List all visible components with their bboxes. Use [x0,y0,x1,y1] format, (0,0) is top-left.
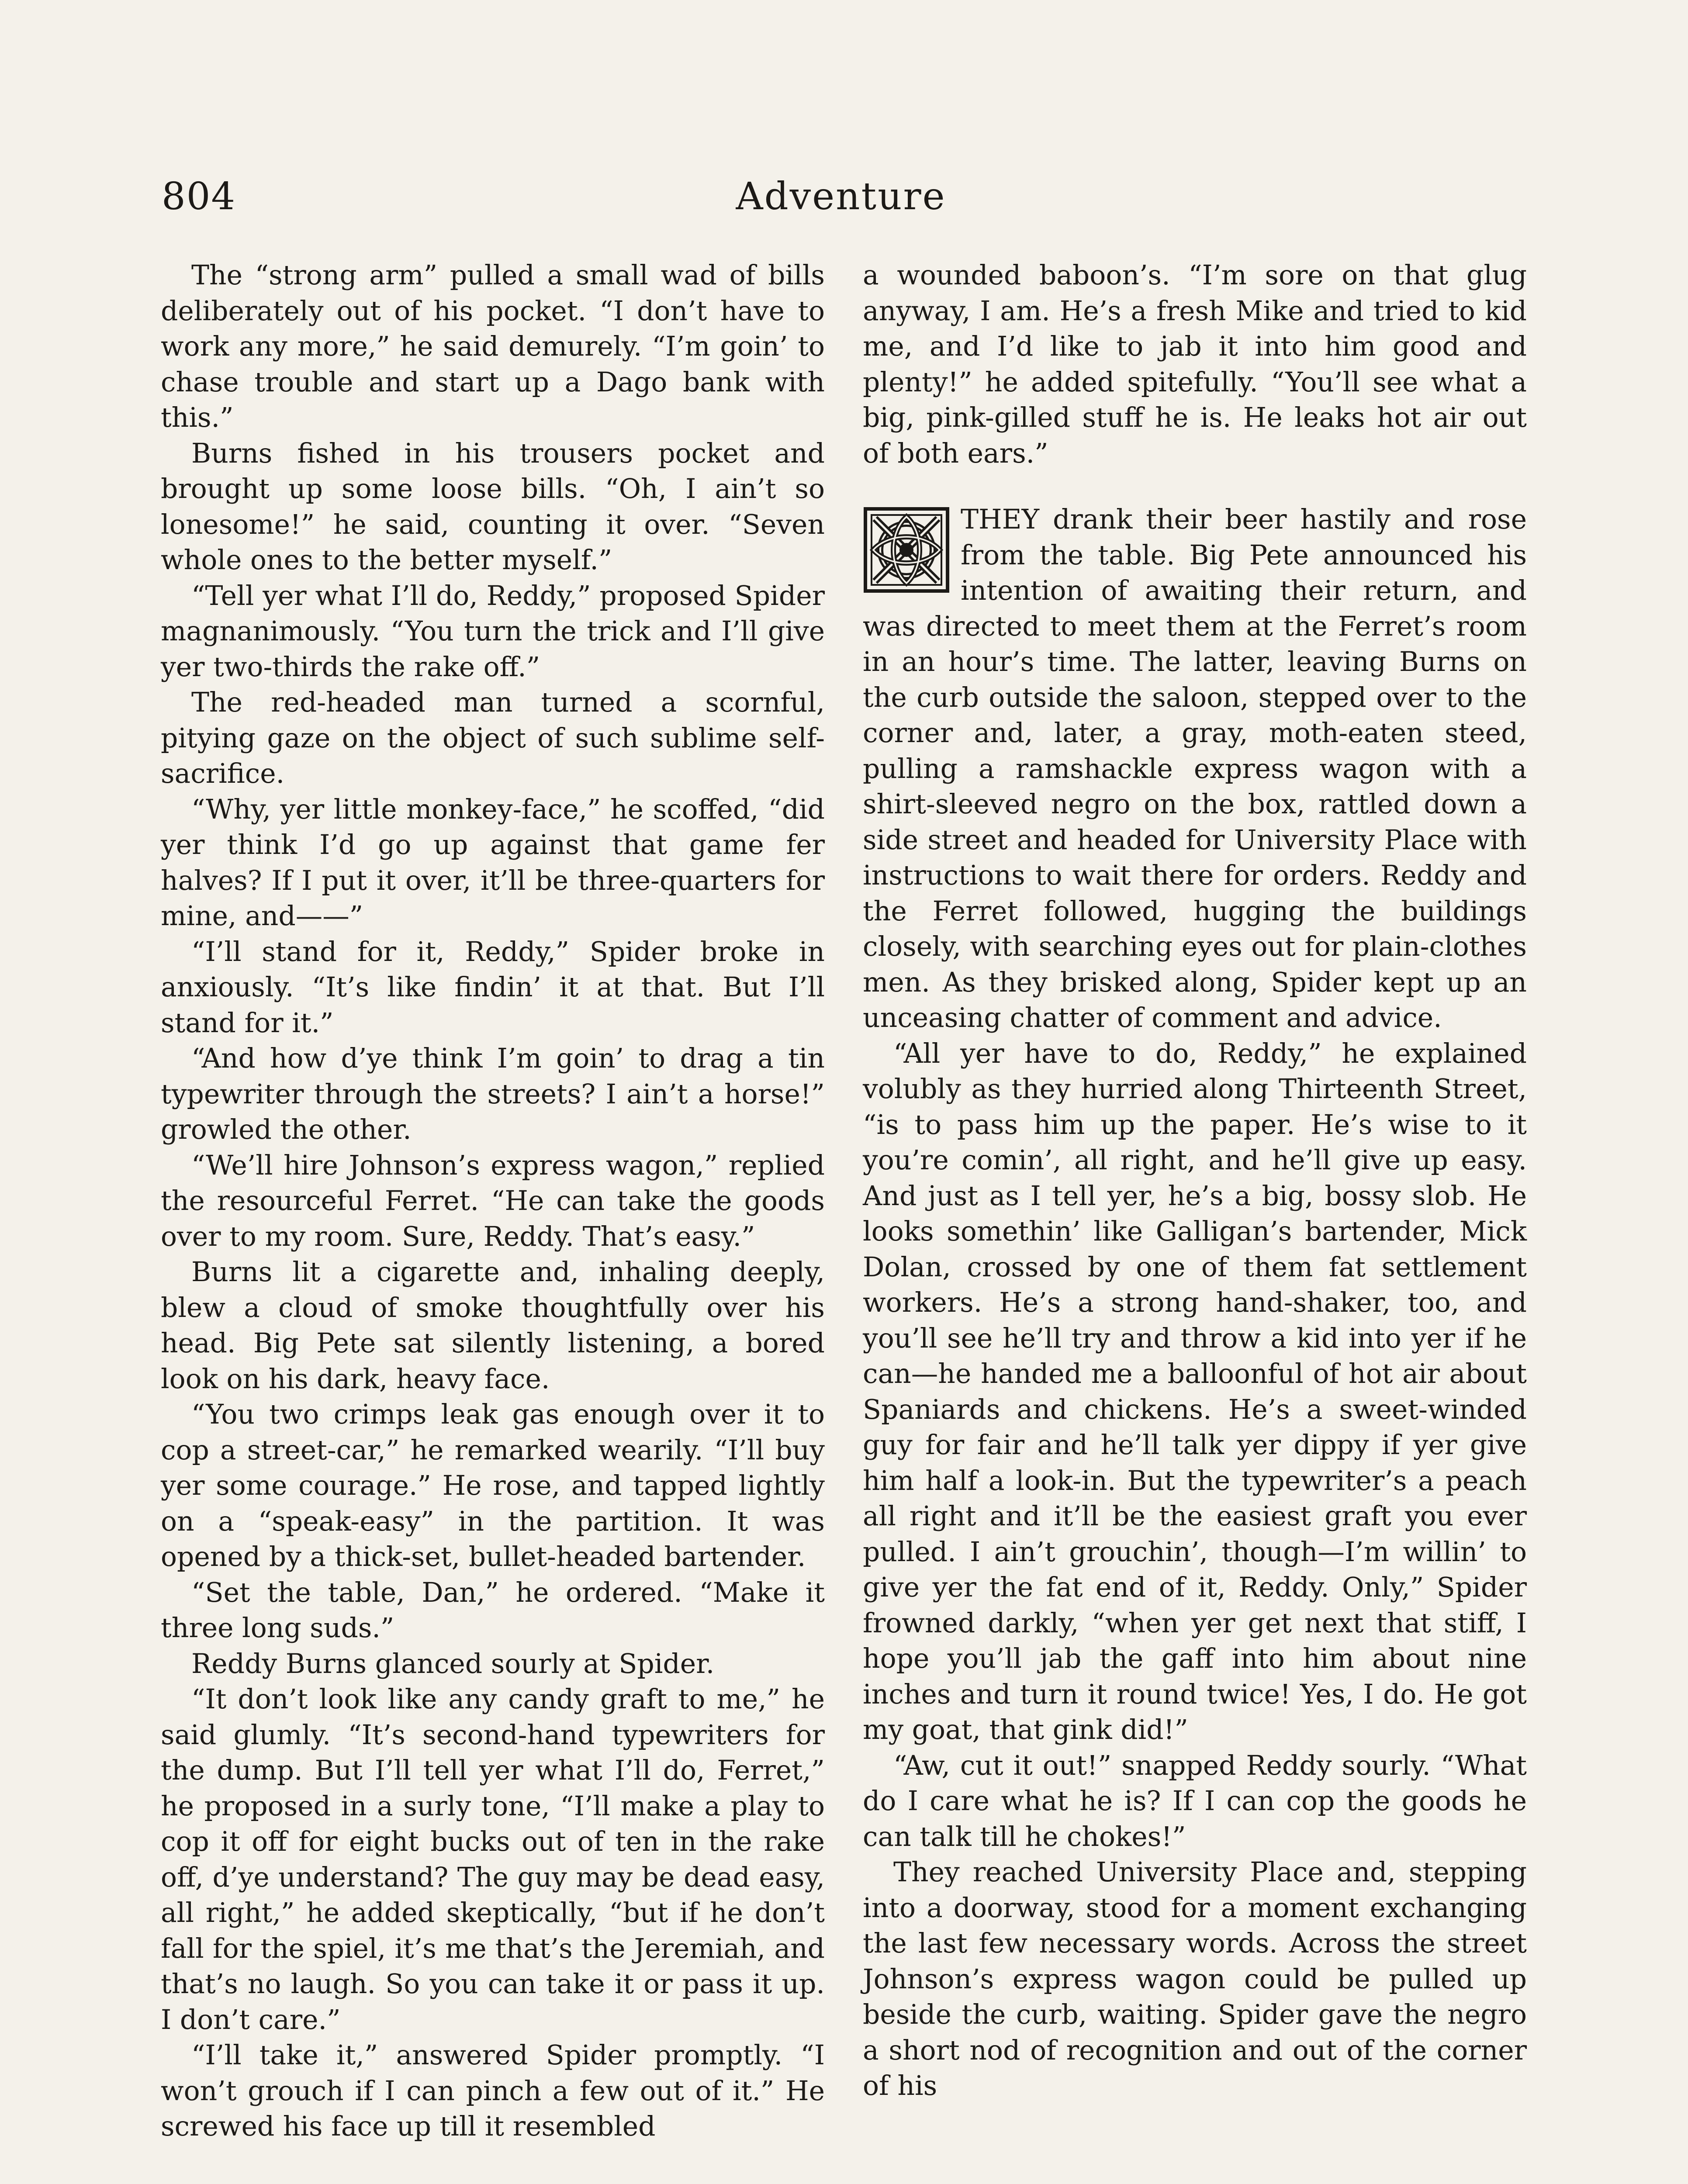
paragraph: “I’ll stand for it, Reddy,” Spider broke in anxiously. “It’s like findin’ it at that. But I’ll stand for it.” [161,936,825,1039]
section-opening-text: THEY drank their beer hastily and rose from the table. Big Pete announced his intention of awaiting their return, and was directed to meet them at the Ferret’s room in an hour’s time. The latter, leaving Burns on the curb outside the saloon, stepped over to the corner and, later, a gray, moth-eaten steed, pulling a ramshackle express wagon with a shirt-sleeved negro on the box, rattled down a side street and headed for University Place with instructions to wait there for orders. Reddy and the Ferret followed, hugging the buildings closely, with searching eyes out for plain-clothes men. As they brisked along, Spider kept up an unceasing chatter of comment and advice. [863,504,1527,1033]
paragraph: “And how d’ye think I’m goin’ to drag a tin typewriter through the streets? I ain’t a horse!” growled the other. [161,1043,825,1145]
paragraph: Reddy Burns glanced sourly at Spider. [191,1648,715,1679]
continued-paragraph: a wounded baboon’s. “I’m sore on that glug anyway, I am. He’s a fresh Mike and tried to kid me, and I’d like to jab it into him good and plenty!” he added spitefully. “You’ll see what a big, pink-gilled stuff he is. He leaks hot air out of both ears.” [863,259,1527,469]
paragraph: Burns fished in his trousers pocket and brought up some loose bills. “Oh, I ain’t so lonesome!” he said, counting it over. “Seven whole ones to the better myself.” [161,437,825,576]
paragraph: “Why, yer little monkey-face,” he scoffed, “did yer think I’d go up against that game fer halves? If I put it over, it’ll be three-quarters for mine, and——” [161,793,825,932]
paragraph: “Tell yer what I’ll do, Reddy,” proposed Spider magnanimously. “You turn the trick and I’ll give yer two-thirds the rake off.” [161,580,825,683]
paragraph: “All yer have to do, Reddy,” he explained volubly as they hurried along Thirteenth Street, “is to pass him up the paper. He’s wise to it you’re comin’, all right, and he’ll give up easy. And just as I tell yer, he’s a big, bossy slob. He looks somethin’ like Galligan’s bartender, Mick Dolan, crossed by one of them fat settlement workers. He’s a strong hand-shaker, too, and you’ll see he’ll try and throw a kid into yer if he can—he handed me a balloonful of hot air about Spaniards and chickens. He’s a sweet-winded guy for fair and he’ll talk yer dippy if yer give him half a look-in. But the typewriter’s a peach all right and it’ll be the easiest graft you ever pulled. I ain’t grouchin’, though—I’m willin’ to give yer the fat end of it, Reddy. Only,” Spider frowned darkly, “when yer get next that stiff, I hope you’ll jab the gaff into him about nine inches and turn it round twice! Yes, I do. He got my goat, that gink did!” [863,1037,1527,1745]
paragraph: “Aw, cut it out!” snapped Reddy sourly. “What do I care what he is? If I can cop the goods he can talk till he chokes!” [863,1749,1527,1852]
page-number: 804 [162,175,236,218]
paragraph: They reached University Place and, stepping into a doorway, stood for a moment exchanging the last few necessary words. Across the street Johnson’s express wagon could be pulled up beside the curb, waiting. Spider gave the negro a short nod of recognition and out of the corner of his [863,1856,1527,2101]
paragraph: “We’ll hire Johnson’s express wagon,” replied the resourceful Ferret. “He can take the goods over to my room. Sure, Reddy. That’s easy.” [161,1149,825,1252]
paragraph: “It don’t look like any candy graft to me,” he said glumly. “It’s second-hand typewriters for the dump. But I’ll tell yer what I’ll do, Ferret,” he proposed in a surly tone, “I’ll make a play to cop it off for eight bucks out of ten in the rake off, d’ye understand? The guy may be dead easy, all right,” he added skeptically, “but if he don’t fall for the spiel, it’s me that’s the Jeremiah, and that’s no laugh. So you can take it or pass it up. I don’t care.” [161,1683,825,2035]
paragraph: The “strong arm” pulled a small wad of bills deliberately out of his pocket. “I don’t have to work any more,” he said demurely. “I’m goin’ to chase trouble and start up a Dago bank with this.” [161,259,825,433]
paragraph: “You two crimps leak gas enough over it to cop a street-car,” he remarked wearily. “I’ll buy yer some courage.” He rose, and tapped lightly on a “speak-easy” in the partition. It was opened by a thick-set, bullet-headed bartender. [161,1399,825,1572]
section-opening [863,502,1527,1036]
left-column [161,258,825,2145]
right-column [863,258,1527,2104]
running-title: Adventure [736,175,946,218]
paragraph: The red-headed man turned a scornful, pitying gaze on the object of such sublime self-sacrifice. [161,687,825,789]
page-header [157,166,1525,227]
paragraph: Burns lit a cigarette and, inhaling deeply, blew a cloud of smoke thoughtfully over his head. Big Pete sat silently listening, a bored look on his dark, heavy face. [161,1256,825,1395]
celtic-knot-dropcap-icon [863,506,950,594]
paragraph: “Set the table, Dan,” he ordered. “Make it three long suds.” [161,1576,825,1644]
paragraph: “I’ll take it,” answered Spider promptly. “I won’t grouch if I can pinch a few out of it.” He screwed his face up till it resembled [161,2039,825,2142]
